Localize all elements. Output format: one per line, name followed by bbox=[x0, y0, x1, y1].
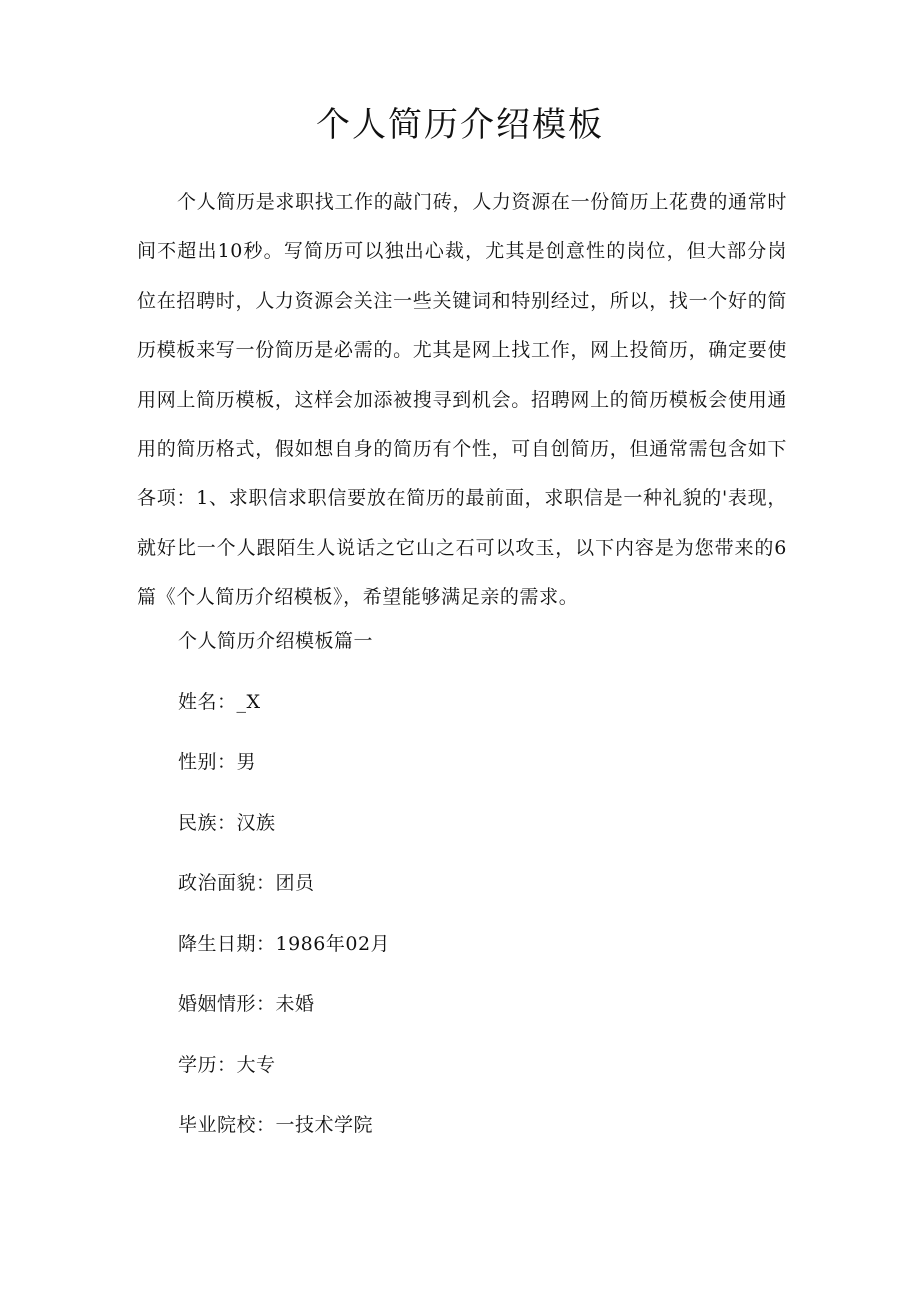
field-name: 姓名：_X bbox=[178, 690, 261, 713]
field-gender: 性别：男 bbox=[178, 751, 257, 773]
field-school: 毕业院校：一技术学院 bbox=[178, 1114, 374, 1136]
document-title: 个人简历介绍模板 bbox=[316, 105, 604, 145]
intro-paragraph: 个人简历是求职找工作的敲门砖，人力资源在一份简历上花费的通常时间不超出10秒。写简历可以独出心裁，尤其是创意性的岗位，但大部分岗位在招聘时，人力资源会关注一些关键词和特别经过，所以，找一个好的简历模板来写一份简历是必需的。尤其是网上找工作，网上投简历，确定要使用网上简历模板，这样会加添被搜寻到机会。招聘网上的简历模板会使用通用的简历格式，假如想自身的简历有个性，可自创简历，但通常需包含如下各项：1、求职信求职信要放在简历的最前面，求职信是一种礼貌的'表现，就好比一个人跟陌生人说话之它山之石可以攻玉，以下内容是为您带来的6篇《个人简历介绍模板》，希望能够满足亲的需求。 bbox=[137, 191, 787, 609]
field-ethnicity: 民族：汉族 bbox=[178, 811, 276, 834]
resume-field-list bbox=[178, 619, 390, 1164]
field-birth-date: 降生日期：1986年02月 bbox=[178, 932, 391, 955]
section-heading: 个人简历介绍模板篇一 bbox=[178, 630, 374, 652]
field-political-status: 政治面貌：团员 bbox=[178, 872, 315, 894]
field-education: 学历：大专 bbox=[178, 1053, 276, 1076]
field-marital-status: 婚姻情形：未婚 bbox=[178, 993, 315, 1015]
